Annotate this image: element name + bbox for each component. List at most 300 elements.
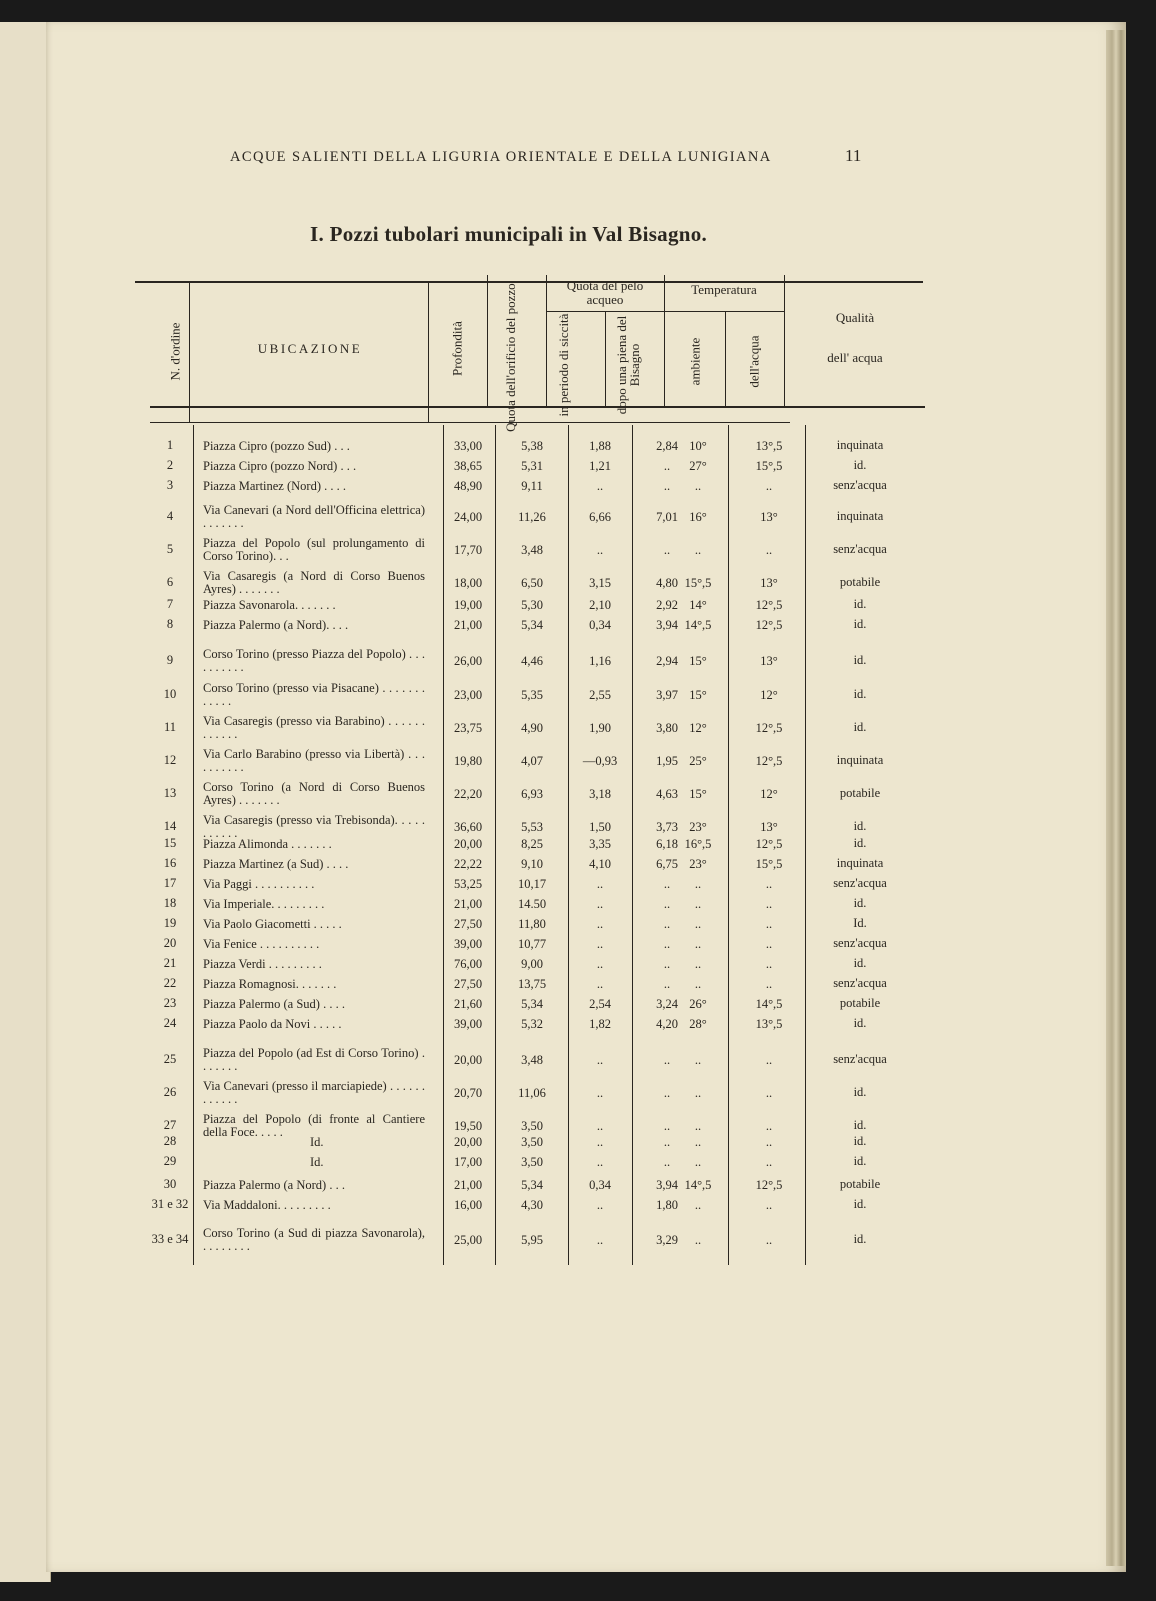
row-ubicazione: Via Canevari (a Nord dell'Officina elettrica) . . . . . . . xyxy=(203,503,425,530)
row-ubicazione: Via Casaregis (presso via Trebisonda). . . . . . . . . . . xyxy=(203,813,425,840)
row-siccita: 1,90 xyxy=(589,721,611,735)
row-qualita: inquinata xyxy=(836,856,884,870)
row-quota-orificio: 6,93 xyxy=(521,787,543,801)
row-siccita: 0,34 xyxy=(589,1178,611,1192)
header-divider xyxy=(664,275,665,407)
row-quota-orificio: 3,50 xyxy=(521,1135,543,1149)
row-acqua: .. xyxy=(765,937,773,951)
row-acqua: .. xyxy=(765,1198,773,1212)
row-siccita: 4,10 xyxy=(589,857,611,871)
row-qualita: senz'acqua xyxy=(833,478,887,492)
row-ubicazione: Corso Torino (a Nord di Corso Buenos Ayres) . . . . . . . xyxy=(203,780,425,807)
row-ambiente: .. xyxy=(694,1155,702,1169)
row-siccita: .. xyxy=(596,897,604,911)
row-number: 21 xyxy=(163,956,177,970)
row-quota-orificio: 9,11 xyxy=(521,479,543,493)
row-acqua: 12°,5 xyxy=(755,754,783,768)
row-quota-orificio: 5,38 xyxy=(521,439,543,453)
row-siccita: 1,82 xyxy=(589,1017,611,1031)
row-quota-orificio: 11,26 xyxy=(518,510,546,524)
row-ambiente: .. xyxy=(694,543,702,557)
row-qualita: inquinata xyxy=(836,753,884,767)
row-piena: .. xyxy=(663,479,671,493)
row-qualita: id. xyxy=(853,1232,867,1246)
row-ambiente: .. xyxy=(694,877,702,891)
row-siccita: 1,21 xyxy=(589,459,611,473)
body-divider xyxy=(568,425,569,1265)
row-ubicazione: Via Carlo Barabino (presso via Libertà) . . . . . . . . . . xyxy=(203,747,425,774)
row-profondita: 39,00 xyxy=(453,937,483,951)
row-qualita: id. xyxy=(853,956,867,970)
row-piena: .. xyxy=(663,1135,671,1149)
row-siccita: 2,54 xyxy=(589,997,611,1011)
row-qualita: potabile xyxy=(839,996,881,1010)
row-number: 23 xyxy=(163,996,177,1010)
row-ubicazione: Piazza Martinez (a Sud) . . . . xyxy=(203,857,349,871)
row-siccita: 3,18 xyxy=(589,787,611,801)
row-ambiente: 14° xyxy=(689,598,707,612)
row-profondita: 36,60 xyxy=(453,820,483,834)
row-acqua: 12°,5 xyxy=(755,618,783,632)
row-profondita: 20,70 xyxy=(453,1086,483,1100)
row-siccita: 6,66 xyxy=(589,510,611,524)
row-piena: 2,92 xyxy=(656,598,678,612)
page-number: 11 xyxy=(845,146,862,165)
row-acqua: 15°,5 xyxy=(755,459,783,473)
row-quota-orificio: 5,34 xyxy=(521,997,543,1011)
row-siccita: .. xyxy=(596,1086,604,1100)
row-acqua: .. xyxy=(765,957,773,971)
row-quota-orificio: 4,30 xyxy=(521,1198,543,1212)
row-quota-orificio: 9,00 xyxy=(521,957,543,971)
row-ambiente: .. xyxy=(694,937,702,951)
row-profondita: 20,00 xyxy=(453,1053,483,1067)
row-piena: .. xyxy=(663,897,671,911)
row-piena: 3,97 xyxy=(656,688,678,702)
row-acqua: 12°,5 xyxy=(755,1178,783,1192)
row-piena: .. xyxy=(663,1086,671,1100)
row-qualita: senz'acqua xyxy=(833,936,887,950)
row-acqua: 13° xyxy=(760,654,778,668)
header-qualita-sub: dell' acqua xyxy=(827,350,883,365)
row-ubicazione: Piazza Palermo (a Nord) . . . xyxy=(203,1178,345,1192)
row-acqua: .. xyxy=(765,1135,773,1149)
header-acqua: dell'acqua xyxy=(746,335,762,388)
row-acqua: .. xyxy=(765,917,773,931)
row-ambiente: .. xyxy=(694,1233,702,1247)
row-ubicazione: Piazza Savonarola. . . . . . . xyxy=(203,598,336,612)
row-siccita: 1,50 xyxy=(589,820,611,834)
row-quota-orificio: 5,34 xyxy=(521,1178,543,1192)
row-siccita: .. xyxy=(596,1135,604,1149)
row-profondita: 21,60 xyxy=(453,997,483,1011)
row-number: 12 xyxy=(163,753,177,767)
row-qualita: id. xyxy=(853,1134,867,1148)
row-qualita: id. xyxy=(853,1197,867,1211)
row-number: 25 xyxy=(163,1052,177,1066)
row-ubicazione: Piazza Palermo (a Nord). . . . xyxy=(203,618,349,632)
row-acqua: .. xyxy=(765,897,773,911)
row-ubicazione: Corso Torino (a Sud di piazza Savonarola), . . . . . . . . xyxy=(203,1226,425,1253)
row-ambiente: 12° xyxy=(689,721,707,735)
row-acqua: .. xyxy=(765,877,773,891)
row-number: 5 xyxy=(166,542,174,556)
row-acqua: .. xyxy=(765,1086,773,1100)
row-qualita: inquinata xyxy=(836,509,884,523)
header-qualita: Qualità xyxy=(835,310,875,325)
row-ubicazione: Corso Torino (presso Piazza del Popolo) . . . . . . . . . . xyxy=(203,647,425,674)
body-divider xyxy=(632,425,633,1265)
row-ubicazione: Id. xyxy=(310,1155,324,1169)
row-profondita: 33,00 xyxy=(453,439,483,453)
row-piena: .. xyxy=(663,543,671,557)
row-profondita: 17,70 xyxy=(453,543,483,557)
header-divider xyxy=(784,275,785,407)
row-acqua: 12°,5 xyxy=(755,598,783,612)
row-ambiente: 23° xyxy=(689,820,707,834)
row-qualita: senz'acqua xyxy=(833,1052,887,1066)
body-divider xyxy=(193,425,194,1265)
row-ubicazione: Via Fenice . . . . . . . . . . xyxy=(203,937,320,951)
row-ubicazione: Via Canevari (presso il marciapiede) . . . . . . . . . . . . xyxy=(203,1079,425,1106)
row-siccita: 3,15 xyxy=(589,576,611,590)
row-siccita: .. xyxy=(596,1053,604,1067)
row-piena: 2,84 xyxy=(656,439,678,453)
row-profondita: 19,50 xyxy=(453,1119,483,1133)
row-ambiente: .. xyxy=(694,977,702,991)
row-qualita: id. xyxy=(853,458,867,472)
row-acqua: .. xyxy=(765,479,773,493)
row-acqua: .. xyxy=(765,977,773,991)
row-siccita: .. xyxy=(596,957,604,971)
row-number: 1 xyxy=(166,438,174,452)
row-ubicazione: Piazza del Popolo (di fronte al Cantiere della Foce. . . . . xyxy=(203,1112,425,1139)
row-quota-orificio: 5,95 xyxy=(521,1233,543,1247)
row-quota-orificio: 3,50 xyxy=(521,1155,543,1169)
row-quota-orificio: 14.50 xyxy=(517,897,547,911)
header-quota-pelo: Quota del pelo acqueo xyxy=(566,278,644,307)
row-profondita: 19,80 xyxy=(453,754,483,768)
header-divider xyxy=(725,311,726,407)
row-siccita: 3,35 xyxy=(589,837,611,851)
row-piena: .. xyxy=(663,877,671,891)
row-acqua: 12° xyxy=(760,688,778,702)
row-piena: .. xyxy=(663,1053,671,1067)
row-piena: .. xyxy=(663,1155,671,1169)
row-siccita: 2,10 xyxy=(589,598,611,612)
row-qualita: potabile xyxy=(839,786,881,800)
row-siccita: .. xyxy=(596,977,604,991)
row-profondita: 76,00 xyxy=(453,957,483,971)
row-profondita: 21,00 xyxy=(453,618,483,632)
row-acqua: 13° xyxy=(760,510,778,524)
row-ambiente: 25° xyxy=(689,754,707,768)
row-profondita: 24,00 xyxy=(453,510,483,524)
header-temperatura: Temperatura xyxy=(691,282,757,297)
row-ubicazione: Piazza Paolo da Novi . . . . . xyxy=(203,1017,342,1031)
row-number: 16 xyxy=(163,856,177,870)
row-number: 6 xyxy=(166,575,174,589)
row-ambiente: .. xyxy=(694,1198,702,1212)
row-quota-orificio: 3,48 xyxy=(521,1053,543,1067)
header-divider xyxy=(428,283,429,423)
row-ubicazione: Via Casaregis (presso via Barabino) . . . . . . . . . . . . xyxy=(203,714,425,741)
header-periodo-siccita: in periodo di siccità xyxy=(556,313,571,417)
row-ambiente: 14°,5 xyxy=(684,1178,712,1192)
row-acqua: 12° xyxy=(760,787,778,801)
row-ubicazione: Piazza Cipro (pozzo Nord) . . . xyxy=(203,459,357,473)
body-divider xyxy=(495,425,496,1265)
header-divider xyxy=(487,275,488,407)
row-siccita: .. xyxy=(596,1233,604,1247)
row-quota-orificio: 3,48 xyxy=(521,543,543,557)
row-number: 19 xyxy=(163,916,177,930)
row-number: 20 xyxy=(163,936,177,950)
row-ambiente: .. xyxy=(694,917,702,931)
row-qualita: senz'acqua xyxy=(833,876,887,890)
row-piena: 6,75 xyxy=(656,857,678,871)
row-ambiente: 16° xyxy=(689,510,707,524)
row-number: 31 e 32 xyxy=(151,1197,189,1211)
row-qualita: id. xyxy=(853,1016,867,1030)
row-quota-orificio: 5,53 xyxy=(521,820,543,834)
row-quota-orificio: 5,30 xyxy=(521,598,543,612)
header-second-rule xyxy=(150,422,790,423)
row-piena: 1,95 xyxy=(656,754,678,768)
row-number: 30 xyxy=(163,1177,177,1191)
row-ambiente: .. xyxy=(694,897,702,911)
row-siccita: 1,88 xyxy=(589,439,611,453)
row-ambiente: .. xyxy=(694,1053,702,1067)
previous-page-edge xyxy=(0,22,51,1582)
row-qualita: Id. xyxy=(853,916,867,930)
row-piena: 3,73 xyxy=(656,820,678,834)
row-profondita: 38,65 xyxy=(453,459,483,473)
row-quota-orificio: 10,17 xyxy=(517,877,547,891)
row-quota-orificio: 5,34 xyxy=(521,618,543,632)
row-acqua: .. xyxy=(765,1155,773,1169)
row-acqua: 12°,5 xyxy=(755,837,783,851)
row-piena: 6,18 xyxy=(656,837,678,851)
running-head: ACQUE SALIENTI DELLA LIGURIA ORIENTALE E DELLA LUNIGIANA xyxy=(230,149,772,165)
row-profondita: 53,25 xyxy=(453,877,483,891)
row-number: 18 xyxy=(163,896,177,910)
row-siccita: .. xyxy=(596,877,604,891)
row-piena: .. xyxy=(663,937,671,951)
row-qualita: id. xyxy=(853,687,867,701)
table-title: I. Pozzi tubolari municipali in Val Bisagno. xyxy=(310,222,708,246)
row-ambiente: 26° xyxy=(689,997,707,1011)
row-acqua: .. xyxy=(765,1119,773,1133)
header-quota-orificio: Quota dell'orificio del pozzo. xyxy=(503,280,518,432)
row-profondita: 25,00 xyxy=(453,1233,483,1247)
header-divider xyxy=(605,311,606,407)
row-number: 8 xyxy=(166,617,174,631)
row-quota-orificio: 9,10 xyxy=(521,857,543,871)
row-profondita: 23,00 xyxy=(453,688,483,702)
row-piena: 3,29 xyxy=(656,1233,678,1247)
row-siccita: .. xyxy=(596,479,604,493)
row-siccita: .. xyxy=(596,917,604,931)
row-acqua: 14°,5 xyxy=(755,997,783,1011)
body-divider xyxy=(728,425,729,1265)
row-ambiente: 15° xyxy=(689,787,707,801)
row-ubicazione: Via Maddaloni. . . . . . . . . xyxy=(203,1198,331,1212)
row-quota-orificio: 5,31 xyxy=(521,459,543,473)
row-ambiente: 15° xyxy=(689,688,707,702)
row-siccita: —0,93 xyxy=(582,754,618,768)
row-ambiente: 10° xyxy=(689,439,707,453)
row-ubicazione: Corso Torino (presso via Pisacane) . . . . . . . . . . . . xyxy=(203,681,425,708)
row-acqua: .. xyxy=(765,1233,773,1247)
row-ambiente: 27° xyxy=(689,459,707,473)
row-acqua: 12°,5 xyxy=(755,721,783,735)
row-piena: .. xyxy=(663,1119,671,1133)
row-piena: 4,63 xyxy=(656,787,678,801)
row-piena: 4,80 xyxy=(656,576,678,590)
row-siccita: .. xyxy=(596,937,604,951)
row-piena: 1,80 xyxy=(656,1198,678,1212)
row-siccita: .. xyxy=(596,1198,604,1212)
row-piena: 3,24 xyxy=(656,997,678,1011)
row-profondita: 21,00 xyxy=(453,897,483,911)
row-acqua: .. xyxy=(765,1053,773,1067)
row-piena: 4,20 xyxy=(656,1017,678,1031)
row-piena: .. xyxy=(663,977,671,991)
row-number: 26 xyxy=(163,1085,177,1099)
row-qualita: id. xyxy=(853,653,867,667)
row-number: 24 xyxy=(163,1016,177,1030)
row-ubicazione: Via Casaregis (a Nord di Corso Buenos Ayres) . . . . . . . xyxy=(203,569,425,596)
row-ubicazione: Piazza Romagnosi. . . . . . . xyxy=(203,977,337,991)
header-ambiente: ambiente xyxy=(687,337,703,386)
row-quota-orificio: 11,06 xyxy=(518,1086,546,1100)
row-quota-orificio: 13,75 xyxy=(517,977,547,991)
row-ubicazione: Via Imperiale. . . . . . . . . xyxy=(203,897,325,911)
header-divider xyxy=(189,283,190,423)
header-bottom-rule xyxy=(150,406,925,408)
row-quota-orificio: 3,50 xyxy=(521,1119,543,1133)
row-profondita: 27,50 xyxy=(453,917,483,931)
row-number: 3 xyxy=(166,478,174,492)
row-number: 27 xyxy=(163,1118,177,1132)
row-qualita: id. xyxy=(853,1118,867,1132)
row-profondita: 39,00 xyxy=(453,1017,483,1031)
row-number: 2 xyxy=(166,458,174,472)
row-profondita: 16,00 xyxy=(453,1198,483,1212)
row-acqua: 13°,5 xyxy=(755,1017,783,1031)
row-profondita: 48,90 xyxy=(453,479,483,493)
row-ubicazione: Piazza Alimonda . . . . . . . xyxy=(203,837,332,851)
row-piena: .. xyxy=(663,459,671,473)
row-piena: 3,94 xyxy=(656,618,678,632)
row-ambiente: .. xyxy=(694,1135,702,1149)
row-ambiente: 28° xyxy=(689,1017,707,1031)
row-ambiente: 14°,5 xyxy=(684,618,712,632)
row-ubicazione: Piazza del Popolo (ad Est di Corso Torino) . . . . . . . xyxy=(203,1046,425,1073)
row-ubicazione: Via Paggi . . . . . . . . . . xyxy=(203,877,315,891)
row-quota-orificio: 10,77 xyxy=(517,937,547,951)
row-number: 14 xyxy=(163,819,177,833)
row-piena: .. xyxy=(663,917,671,931)
row-siccita: .. xyxy=(596,543,604,557)
row-number: 28 xyxy=(163,1134,177,1148)
header-ubicazione: UBICAZIONE xyxy=(257,341,363,356)
row-piena: 2,94 xyxy=(656,654,678,668)
row-acqua: 13°,5 xyxy=(755,439,783,453)
row-number: 22 xyxy=(163,976,177,990)
row-ambiente: .. xyxy=(694,1119,702,1133)
row-qualita: id. xyxy=(853,1085,867,1099)
row-profondita: 19,00 xyxy=(453,598,483,612)
row-qualita: id. xyxy=(853,720,867,734)
row-ubicazione: Piazza Cipro (pozzo Sud) . . . xyxy=(203,439,350,453)
row-quota-orificio: 5,35 xyxy=(521,688,543,702)
row-quota-orificio: 4,07 xyxy=(521,754,543,768)
row-siccita: 0,34 xyxy=(589,618,611,632)
page-stack-edge xyxy=(1106,30,1126,1566)
row-number: 29 xyxy=(163,1154,177,1168)
row-ubicazione: Piazza Palermo (a Sud) . . . . xyxy=(203,997,345,1011)
row-quota-orificio: 11,80 xyxy=(518,917,546,931)
row-profondita: 23,75 xyxy=(453,721,483,735)
row-acqua: 13° xyxy=(760,820,778,834)
row-profondita: 17,00 xyxy=(453,1155,483,1169)
row-quota-orificio: 8,25 xyxy=(521,837,543,851)
header-n-ordine: N. d'ordine xyxy=(167,322,183,381)
row-qualita: senz'acqua xyxy=(833,976,887,990)
row-ambiente: .. xyxy=(694,479,702,493)
row-ubicazione: Via Paolo Giacometti . . . . . xyxy=(203,917,342,931)
row-quota-orificio: 4,46 xyxy=(521,654,543,668)
row-profondita: 27,50 xyxy=(453,977,483,991)
row-number: 17 xyxy=(163,876,177,890)
row-number: 13 xyxy=(163,786,177,800)
row-acqua: 15°,5 xyxy=(755,857,783,871)
row-qualita: potabile xyxy=(839,1177,881,1191)
row-number: 9 xyxy=(166,653,174,667)
row-piena: 7,01 xyxy=(656,510,678,524)
row-siccita: .. xyxy=(596,1119,604,1133)
row-ambiente: 16°,5 xyxy=(684,837,712,851)
row-number: 33 e 34 xyxy=(151,1232,189,1246)
row-qualita: id. xyxy=(853,836,867,850)
row-quota-orificio: 5,32 xyxy=(521,1017,543,1031)
row-piena: 3,94 xyxy=(656,1178,678,1192)
row-quota-orificio: 6,50 xyxy=(521,576,543,590)
row-qualita: senz'acqua xyxy=(833,542,887,556)
row-ubicazione: Piazza del Popolo (sul prolungamento di Corso Torino). . . xyxy=(203,536,425,563)
row-qualita: id. xyxy=(853,819,867,833)
row-profondita: 20,00 xyxy=(453,1135,483,1149)
row-ambiente: .. xyxy=(694,1086,702,1100)
row-qualita: id. xyxy=(853,617,867,631)
row-profondita: 20,00 xyxy=(453,837,483,851)
row-profondita: 18,00 xyxy=(453,576,483,590)
row-number: 4 xyxy=(166,509,174,523)
row-ambiente: 23° xyxy=(689,857,707,871)
row-ubicazione: Id. xyxy=(310,1135,324,1149)
header-divider xyxy=(546,275,547,407)
row-ubicazione: Piazza Verdi . . . . . . . . . xyxy=(203,957,322,971)
row-siccita: 2,55 xyxy=(589,688,611,702)
row-profondita: 21,00 xyxy=(453,1178,483,1192)
row-qualita: potabile xyxy=(839,575,881,589)
row-profondita: 26,00 xyxy=(453,654,483,668)
row-qualita: id. xyxy=(853,896,867,910)
row-quota-orificio: 4,90 xyxy=(521,721,543,735)
row-number: 10 xyxy=(163,687,177,701)
